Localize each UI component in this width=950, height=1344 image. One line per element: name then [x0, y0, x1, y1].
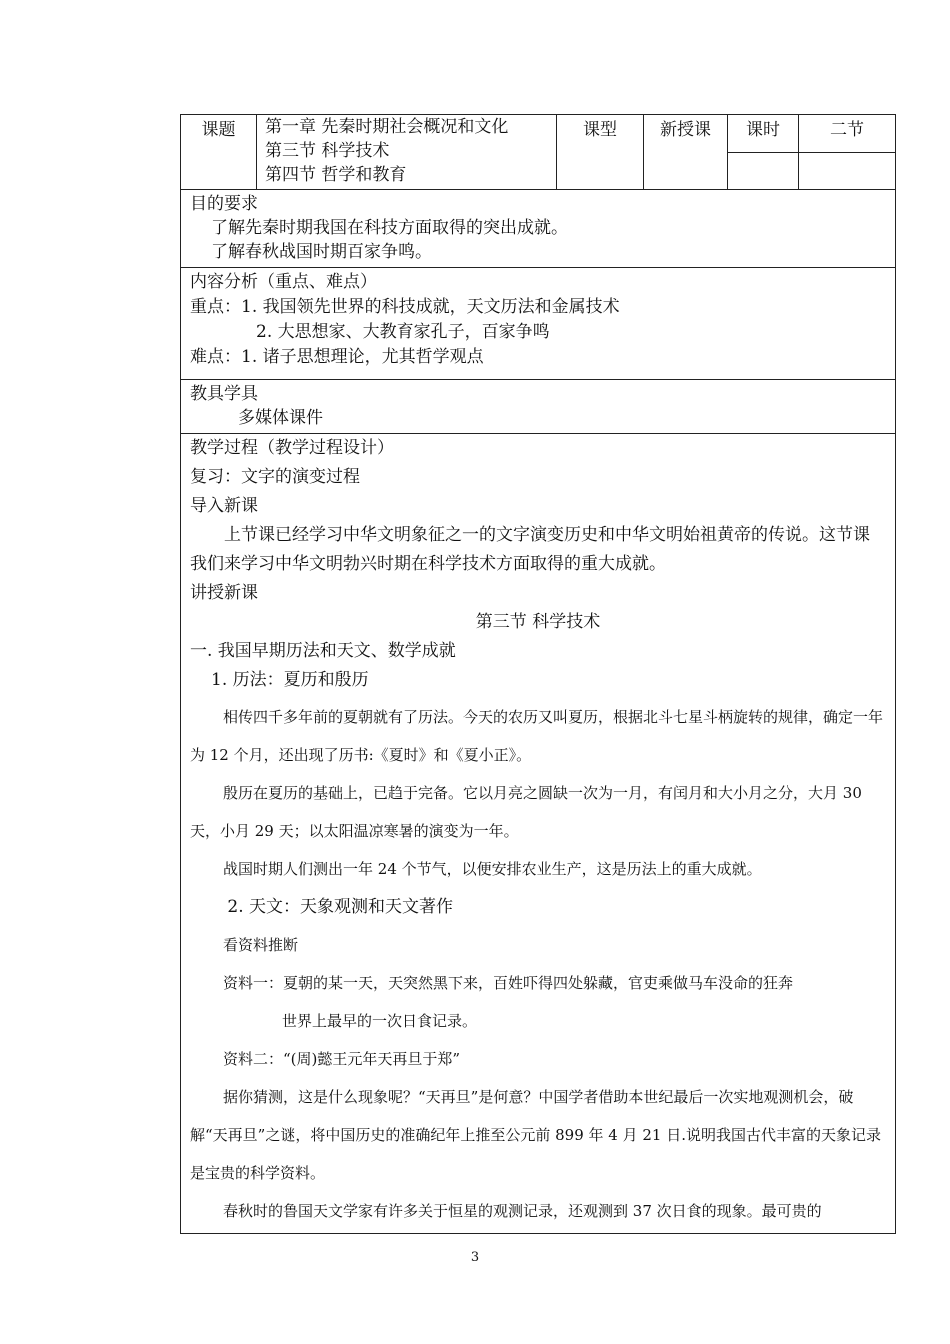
tools-section — [181, 380, 896, 434]
type-label: 课型 — [557, 115, 644, 190]
paragraph-solar-terms: 战国时期人们测出一年 24 个节气，以便安排农业生产，这是历法上的重大成就。 — [223, 860, 762, 878]
hours-label: 课时 — [728, 115, 799, 153]
subheading-astronomy: 2. 天文：天象观测和天文著作 — [227, 897, 454, 917]
topic-cell — [257, 115, 557, 190]
tools-item: 多媒体课件 — [238, 408, 323, 428]
objectives-heading: 目的要求 — [190, 194, 258, 214]
process-section — [181, 434, 896, 1234]
objective-line-2: 了解春秋战国时期百家争鸣。 — [211, 242, 432, 262]
section-title: 第三节 科学技术 — [475, 612, 601, 632]
paragraph-xia-calendar: 相传四千多年前的夏朝就有了历法。今天的农历又叫夏历，根据北斗七星斗柄旋转的规律，确定一年为 12 个月，还出现了历书:《夏时》和《夏小正》。 — [190, 708, 884, 764]
empty-cell — [728, 153, 799, 190]
intro-heading: 导入新课 — [190, 496, 258, 516]
objective-line-1: 了解先秦时期我国在科技方面取得的突出成就。 — [211, 218, 568, 238]
subheading-calendar: 1. 历法：夏历和殷历 — [211, 670, 369, 690]
lecture-heading: 讲授新课 — [190, 583, 258, 603]
page-number: 3 — [470, 1250, 480, 1265]
review-line: 复习：文字的演变过程 — [190, 467, 360, 487]
material-1: 资料一：夏朝的某一天，天突然黑下来，百姓吓得四处躲藏，官吏乘做马车没命的狂奔 — [223, 974, 794, 992]
paragraph-lu-astronomers: 春秋时的鲁国天文学家有许多关于恒星的观测记录，还观测到 37 次日食的现象。最可贵的 — [223, 1202, 822, 1220]
look-at-materials: 看资料推断 — [223, 936, 299, 954]
empty-cell — [799, 153, 896, 190]
tools-heading: 教具学具 — [190, 384, 258, 404]
objectives-section — [181, 190, 896, 268]
material-1-note: 世界上最早的一次日食记录。 — [282, 1012, 478, 1030]
difficulty-point: 难点：1. 诸子思想理论，尤其哲学观点 — [190, 347, 484, 367]
topic-line-1: 第一章 先秦时期社会概况和文化 — [265, 117, 509, 137]
intro-text: 上节课已经学习中华文明象征之一的文字演变历史和中华文明始祖黄帝的传说。这节课我们来学习中华文明勃兴时期在科学技术方面取得的重大成就。 — [190, 525, 870, 574]
key-point-2: 2. 大思想家、大教育家孔子，百家争鸣 — [256, 322, 550, 342]
type-value: 新授课 — [644, 115, 728, 190]
paragraph-yin-calendar: 殷历在夏历的基础上，已趋于完备。它以月亮之圆缺一次为一月，有闰月和大小月之分，大月 30 天，小月 29 天；以太阳温凉寒暑的演变为一年。 — [190, 784, 862, 840]
lesson-plan-table — [180, 114, 896, 1234]
paragraph-tian-zai-dan: 据你猜测，这是什么现象呢？“天再旦”是何意？中国学者借助本世纪最后一次实地观测机会，破解“天再旦”之谜，将中国历史的准确纪年上推至公元前 899 年 4 月 21 日.说明我国古代丰富的天象记录是宝贵的科学资料。 — [190, 1088, 881, 1182]
part-1-heading: 一. 我国早期历法和天文、数学成就 — [190, 641, 456, 661]
analysis-section — [181, 268, 896, 380]
topic-line-3: 第四节 哲学和教育 — [265, 165, 407, 185]
analysis-heading: 内容分析（重点、难点） — [190, 272, 377, 292]
key-point-1: 重点：1. 我国领先世界的科技成就，天文历法和金属技术 — [190, 297, 620, 317]
hours-value: 二节 — [799, 115, 896, 153]
topic-label: 课题 — [181, 115, 257, 190]
topic-line-2: 第三节 科学技术 — [265, 141, 390, 161]
process-heading: 教学过程（教学过程设计） — [190, 438, 394, 458]
material-2: 资料二：“(周)懿王元年天再旦于郑” — [223, 1050, 461, 1068]
